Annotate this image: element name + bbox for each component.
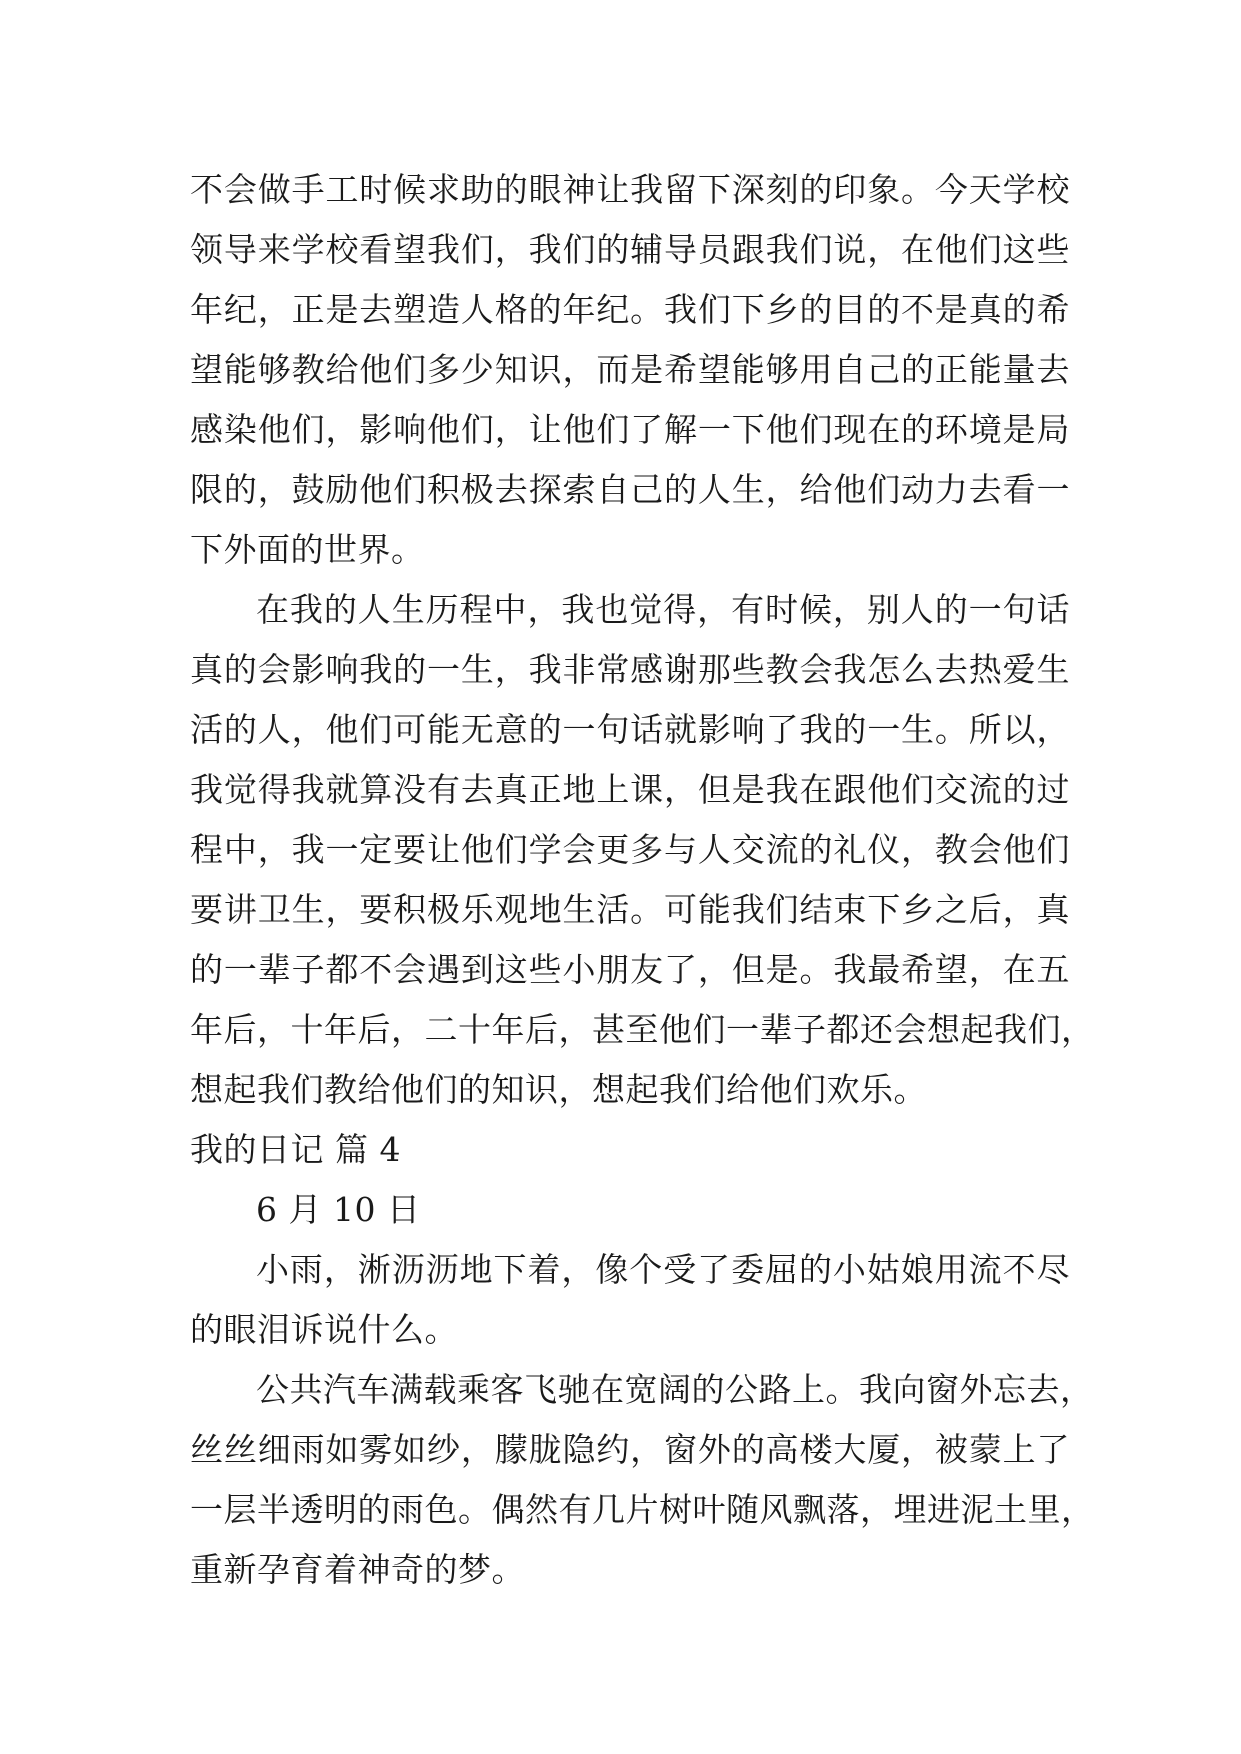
paragraph-3	[190, 1240, 1070, 1360]
text-line: 望能够教给他们多少知识，而是希望能够用自己的正能量去	[190, 350, 1070, 389]
diary-date: 6 月 10 日	[256, 1190, 421, 1229]
text-line: 限的，鼓励他们积极去探索自己的人生，给他们动力去看一	[190, 470, 1070, 509]
text-line: 真的会影响我的一生，我非常感谢那些教会我怎么去热爱生	[190, 650, 1070, 689]
text-line: 年后，十年后，二十年后，甚至他们一辈子都还会想起我们，	[190, 1010, 1095, 1049]
text-line: 小雨，淅沥沥地下着，像个受了委屈的小姑娘用流不尽	[256, 1250, 1070, 1289]
text-line: 丝丝细雨如雾如纱，朦胧隐约，窗外的高楼大厦，被蒙上了	[190, 1430, 1070, 1469]
text-line: 程中，我一定要让他们学会更多与人交流的礼仪，教会他们	[190, 830, 1070, 869]
document-page	[190, 160, 1095, 1600]
paragraph-4	[190, 1360, 1095, 1600]
text-line: 我觉得我就算没有去真正地上课，但是我在跟他们交流的过	[190, 770, 1070, 809]
paragraph-1	[190, 160, 1070, 580]
text-line: 领导来学校看望我们，我们的辅导员跟我们说，在他们这些	[190, 230, 1070, 269]
text-line: 年纪，正是去塑造人格的年纪。我们下乡的目的不是真的希	[190, 290, 1070, 329]
paragraph-2	[190, 580, 1095, 1120]
text-line: 的眼泪诉说什么。	[190, 1310, 458, 1349]
text-line: 想起我们教给他们的知识，想起我们给他们欢乐。	[190, 1070, 927, 1109]
text-line: 的一辈子都不会遇到这些小朋友了，但是。我最希望，在五	[190, 950, 1070, 989]
text-line: 重新孕育着神奇的梦。	[190, 1550, 525, 1589]
text-line: 一层半透明的雨色。偶然有几片树叶随风飘落，埋进泥土里，	[190, 1490, 1095, 1529]
section-title: 我的日记 篇 4	[190, 1130, 401, 1169]
text-line: 不会做手工时候求助的眼神让我留下深刻的印象。今天学校	[190, 170, 1070, 209]
text-line: 要讲卫生，要积极乐观地生活。可能我们结束下乡之后，真	[190, 890, 1070, 929]
text-line: 公共汽车满载乘客飞驰在宽阔的公路上。我向窗外忘去，	[256, 1370, 1094, 1409]
text-line: 下外面的世界。	[190, 530, 425, 569]
text-line: 在我的人生历程中，我也觉得，有时候，别人的一句话	[256, 590, 1070, 629]
text-line: 感染他们，影响他们，让他们了解一下他们现在的环境是局	[190, 410, 1070, 449]
text-line: 活的人，他们可能无意的一句话就影响了我的一生。所以，	[190, 710, 1070, 749]
